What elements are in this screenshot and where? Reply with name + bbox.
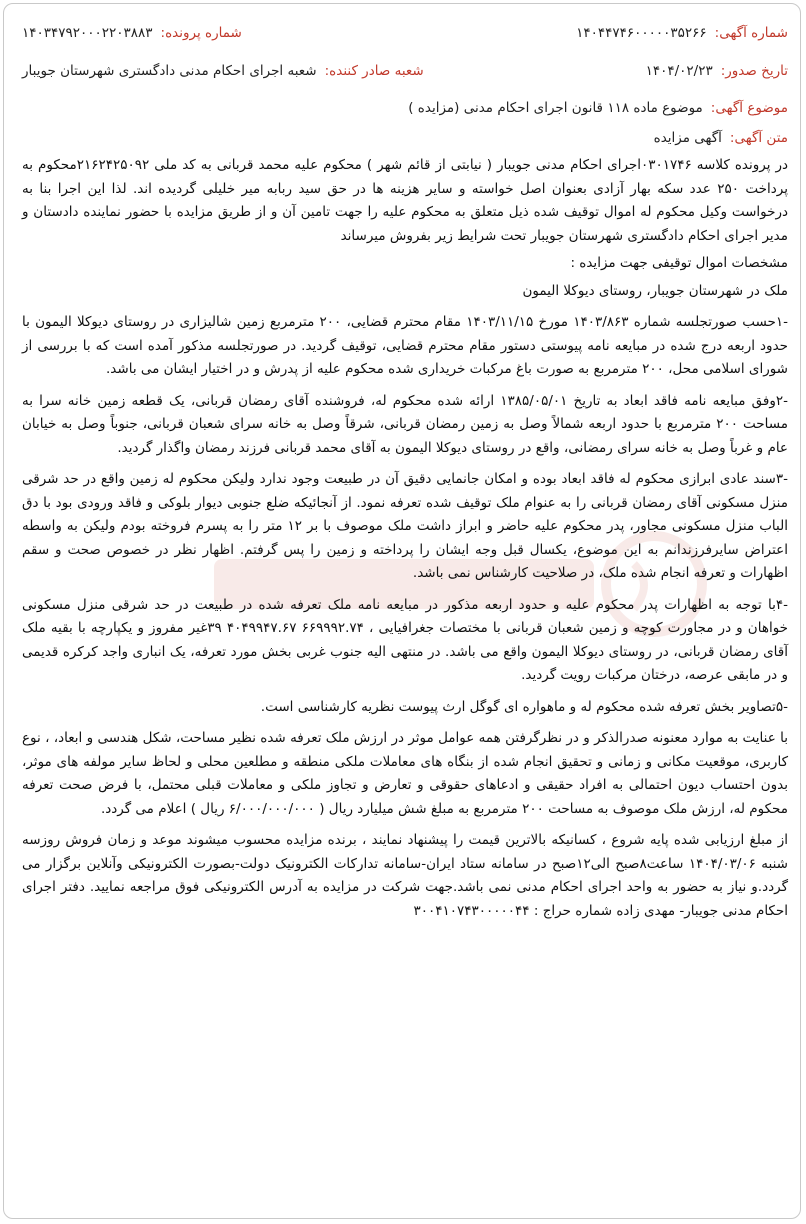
ad-number-value: ۱۴۰۴۴۷۴۶۰۰۰۰۰۳۵۲۶۶ — [576, 25, 707, 41]
ad-number — [576, 25, 788, 41]
issue-date-value: ۱۴۰۴/۰۲/۲۳ — [645, 63, 713, 79]
specs-heading: مشخصات اموال توقیفی جهت مزایده : — [570, 255, 788, 271]
issue-date — [646, 63, 788, 79]
item-3-paragraph: -۳سند عادی ابرازی محکوم له فاقد ابعاد بوده و امکان جانمایی دقیق آن در طبیعت وجود ندارد ولیکن محکوم له زمین واقع در حد شرقی منزل مسکونی آقای رمضان قربانی را به عنوام ملک توقیف شده تعرفه نمود. از آنجائیکه ضلع جنوبی دیوار بلوکی و فاقد ورودی بود با دق الباب منزل مسکونی مجاور، پدر محکوم علیه حاضر و ابراز داشت ملک موصوف با بر ۱۲ متر را به پسرم فروخته بودم ولیکن به واسطه اعتراض سایرفرزندانم به این موضوع، یکسال قبل وجه ایشان را پرداخته و زمین را پس گرفتم. اظهار نظر در خصوص صحت و سقم اظهارات و تعرفه انجام شده ملک، در صلاحیت کارشناس نمی باشد. — [22, 471, 788, 581]
body-title-label: متن آگهی: — [729, 130, 788, 146]
header-row-2 — [22, 52, 788, 90]
subject-label: موضوع آگهی: — [710, 100, 788, 116]
subject-line — [22, 100, 788, 116]
intro-paragraph: در پرونده کلاسه ۰۳۰۱۷۴۶اجرای احکام مدنی جویبار ( نیابتی از قائم شهر ) محکوم علیه محمد قربانی به کد ملی ۲۱۶۲۴۲۵۰۹۲محکوم به پرداخت ۲۵۰ عدد سکه بهار آزادی بعنوان اصل خواسته و سایر هزینه ها در حق سید ربابه میر خلیلی گردیده اند. لذا این اجرا بنا به درخواست وکیل محکوم له اموال توقیف شده ذیل متعلق به محکوم علیه را جهت تامین آن و از طریق مزایده با حضور نماینده دادستان و مدیر اجرای احکام دادگستری شهرستان جویبار تحت شرایط زیر بفروش میرساند — [22, 157, 789, 244]
body-title-value: آگهی مزایده — [653, 130, 722, 146]
item-1-paragraph: -۱حسب صورتجلسه شماره ۱۴۰۳/۸۶۳ مورخ ۱۴۰۳/۱۱/۱۵ مقام محترم قضایی، ۲۰۰ مترمربع زمین شالیزاری در روستای دیوکلا الیمون با حدود اربعه درج شده در مبایعه نامه پیوستی دستور مقام محترم قضایی، توقیف گردید. در صورتجلسه مذکور آمده است که با بررسی از شورای اسلامی محل، ۲۰۰ مترمربع به صورت باغ مرکبات خریداری شده محکوم علیه از پدرش و در اختیار ایشان می باشد. — [22, 314, 788, 377]
issuer-label: شعبه صادر کننده: — [324, 63, 424, 79]
ad-number-label: شماره آگهی: — [714, 25, 788, 41]
issuer-value: شعبه اجرای احکام مدنی دادگستری شهرستان جویبار — [22, 63, 317, 79]
case-number-label: شماره پرونده: — [160, 25, 242, 41]
case-number — [22, 25, 242, 41]
item-5-paragraph: -۵تصاویر بخش تعرفه شده محکوم له و ماهواره ای گوگل ارث پیوست نظریه کارشناسی است. — [260, 698, 788, 715]
issuer — [22, 63, 424, 79]
valuation-paragraph: با عنایت به موارد معنونه صدرالذکر و در نظرگرفتن همه عوامل موثر در ارزش ملک تعرفه شده نظیر مساحت، شکل هندسی و ابعاد، ، نوع کاربری، موقعیت مکانی و زمانی و تحقیق انجام شده از بنگاه های معاملات ملکی منطقه و مطلعین محلی و لحاظ سایر مولفه های موثر، بدون احتساب دیون احتمالی به افراد حقیقی و ادعاهای حقوقی و تعارض و تجاوز ملکی و معاملات قبلی محتمل، با فرض صحت تعرفه محکوم له، ارزش ملک موصوف به مساحت ۲۰۰ مترمربع به مبلغ شش میلیارد ریال ( ۶/۰۰۰/۰۰۰/۰۰۰ ریال ) اعلام می گردد. — [22, 730, 788, 817]
case-number-value: ۱۴۰۳۴۷۹۲۰۰۰۲۲۰۳۸۸۳ — [22, 25, 153, 41]
body-title-line — [22, 130, 788, 146]
document-frame — [3, 3, 801, 1219]
issue-date-label: تاریخ صدور: — [720, 63, 788, 79]
item-4-paragraph: -۴با توجه به اظهارات پدر محکوم علیه و حدود اربعه مذکور در مبایعه نامه ملک تعرفه شده در طبیعت در حد شرقی منزل مسکونی خواهان و در مجاورت کوچه و زمین شعبان قربانی با مختصات جغرافیایی ، ۶۶۹۹۹۲.۷۴ ۴۰۴۹۹۴۷.۶۷ ۳۹غیر مفروز و یکپارچه با بقیه ملک آقای رمضان قربانی، در روستای دیوکلا الیمون واقع می باشد. در منتهی الیه جنوب غربی بخش مورد تعرفه، یک انباری واجد کرکره قدیمی و در مابقی عرصه، درختان مرکبات رویت گردید. — [22, 596, 789, 683]
subject-value: موضوع ماده ۱۱۸ قانون اجرای احکام مدنی (مزایده ) — [408, 100, 703, 116]
auction-paragraph: از مبلغ ارزیابی شده پایه شروع ، کسانیکه بالاترین قیمت را پیشنهاد نمایند ، برنده مزایده محسوب میشوند موعد و زمان فروش روزسه شنبه ۱۴۰۴/۰۳/۰۶ ساعت۸صبح الی۱۲صبح در سامانه ستاد ایران-سامانه تدارکات الکترونیک دولت-بصورت الکترونیکی وآنلاین برگزار می گردد.و نیاز به حضور به واحد اجرای احکام مدنی نمی باشد.جهت شرکت در مزایده به آدرس الکترونیکی فوق مراجعه نمایید. دفتر اجرای احکام مدنی جویبار- مهدی زاده شماره حراج : ۳۰۰۴۱۰۷۴۳۰۰۰۰۰۴۴ — [22, 832, 788, 919]
item-2-paragraph: -۲وفق مبایعه نامه فاقد ابعاد به تاریخ ۱۳۸۵/۰۵/۰۱ ارائه شده محکوم له، فروشنده آقای رمضان قربانی، یک قطعه زمین خانه سرا به مساحت ۲۰۰ مترمربع با حدود اربعه شمالاً وصل به زمین رمضان قربانی، شرقاً وصل به خانه سرای شعبان قربانی، جنوباً وصل به خیابان عام و غرباً وصل به خانه سرای رمضانی، واقع در روستای دیوکلا الیمون به آقای محمد قربانی فرزند رمضان واگذار گردید. — [22, 392, 788, 456]
property-location: ملک در شهرستان جویبار، روستای دیوکلا الیمون — [522, 282, 788, 299]
notice-content — [22, 14, 788, 923]
header-row-1 — [22, 14, 788, 52]
